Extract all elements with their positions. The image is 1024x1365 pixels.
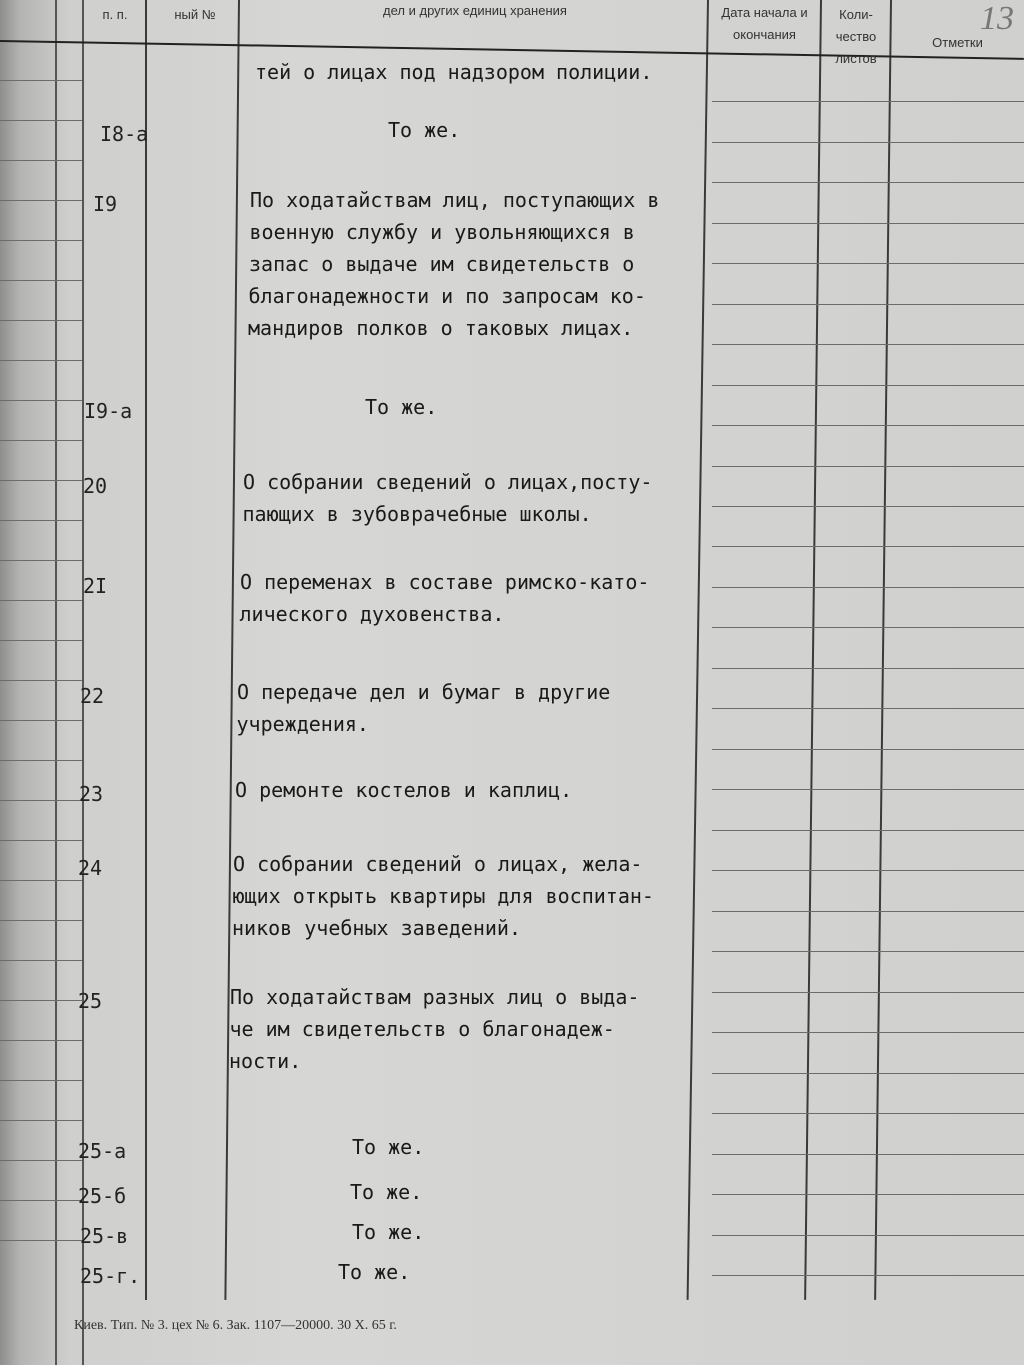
entry-number: 24 [78,856,103,880]
ruled-line [712,749,1024,750]
entry-title-line: учреждения. [236,712,369,736]
entry-number: 25 [78,989,103,1013]
entry-title-line: О собрании сведений о лицах, жела- [233,852,643,876]
ruled-line [0,480,82,481]
entry-title-line: военную службу и увольняющихся в [249,220,635,244]
ruled-line [712,142,1024,143]
ruled-line [712,1113,1024,1114]
ruled-line [712,1235,1024,1236]
ruled-line [0,80,82,81]
ruled-line [0,200,82,201]
ruled-line [0,640,82,641]
entry-title-line: благонадежности и по запросам ко- [248,284,646,308]
ruled-line [712,506,1024,507]
ruled-line [712,870,1024,871]
entry-title-line: То же. [388,118,461,142]
ruled-line [712,182,1024,183]
ruled-line [0,280,82,281]
entry-title-line: лического духовенства. [239,602,505,626]
entry-number: 25-б [78,1184,127,1208]
ruled-line [712,830,1024,831]
header-count: Коли- чество листов [835,7,877,66]
entry-title-line: То же. [352,1220,425,1244]
ruled-line [712,911,1024,912]
ruled-line [0,400,82,401]
entry-title-line: О передаче дел и бумаг в другие [237,680,611,704]
entry-number: 25-г. [80,1264,141,1288]
column-divider [804,0,821,1300]
ruled-line [712,668,1024,669]
entry-number: 23 [79,782,104,806]
entry-title-line: По ходатайствам разных лиц о выда- [230,985,640,1009]
header-title: дел и других единиц хранения [383,3,567,18]
ruled-line [0,920,82,921]
entry-title-line: О переменах в составе римско-като- [240,570,650,594]
column-divider [874,0,891,1300]
entry-number: I9 [93,192,118,216]
ruled-line [0,1000,82,1001]
ruled-line [712,1032,1024,1033]
ruled-line [712,789,1024,790]
ruled-line [712,223,1024,224]
ruled-line [0,880,82,881]
column-divider [687,0,709,1300]
ruled-line [0,720,82,721]
entry-title-line: То же. [352,1135,425,1159]
ruled-line [0,800,82,801]
entry-title-line: О ремонте костелов и каплиц. [235,778,573,802]
ruled-line [0,520,82,521]
ruled-line [0,440,82,441]
entry-title-line: ющих открыть квартиры для воспитан- [232,884,654,908]
ruled-line [712,1073,1024,1074]
entry-title-line: ников учебных заведений. [232,916,521,940]
entry-title-line: тей о лицах под надзором полиции. [255,60,653,84]
entry-number: 20 [83,474,108,498]
ruled-line [712,708,1024,709]
ruled-line [0,240,82,241]
header-notes: Отметки [932,35,983,50]
ruled-line [0,560,82,561]
column-divider [145,0,147,1300]
entry-number: 22 [80,684,105,708]
ruled-line [712,304,1024,305]
entry-title-line: запас о выдаче им свидетельств о [249,252,635,276]
ruled-line [0,840,82,841]
ruled-line [712,425,1024,426]
entry-title-line: мандиров полков о таковых лицах. [248,316,634,340]
ruled-line [0,600,82,601]
ruled-line [712,1154,1024,1155]
entry-number: 25-а [78,1139,127,1163]
ruled-line [0,680,82,681]
ruled-line [0,760,82,761]
ruled-line [0,1240,82,1241]
ruled-line [0,360,82,361]
entry-title-line: То же. [338,1260,411,1284]
header-dates: Дата начала и окончания [721,5,808,42]
ruled-line [0,1160,82,1161]
ruled-line [712,1275,1024,1276]
ruled-line [712,101,1024,102]
ruled-line [712,951,1024,952]
entry-title-line: То же. [350,1180,423,1204]
ruled-line [712,546,1024,547]
entry-title-line: О собрании сведений о лицах,посту- [243,470,653,494]
ruled-line [0,1040,82,1041]
ruled-line [712,627,1024,628]
entry-title-line: пающих в зубоврачебные школы. [242,502,592,526]
ruled-line [0,1080,82,1081]
page-number-handwritten: 13 [980,0,1014,37]
entry-title-line: ности. [229,1049,302,1073]
header-index: ный № [174,7,216,22]
ruled-line [712,992,1024,993]
entry-title-line: По ходатайствам лиц, поступающих в [250,188,660,212]
ruled-line [0,120,82,121]
entry-title-line: То же. [365,395,438,419]
entry-number: 2I [83,574,108,598]
ruled-line [712,466,1024,467]
ruled-line [0,320,82,321]
column-divider [224,0,239,1300]
entry-number: 25-в [80,1224,129,1248]
entry-number: I9-а [84,399,133,423]
entry-number: I8-а [100,122,149,146]
ruled-line [712,587,1024,588]
ruled-line [712,263,1024,264]
ruled-line [712,1194,1024,1195]
entry-title-line: че им свидетельств о благонадеж- [229,1017,615,1041]
ruled-line [0,1120,82,1121]
ruled-line [712,385,1024,386]
printer-imprint: Киев. Тип. № 3. цех № 6. Зак. 1107—20000. 30 Х. 65 г. [74,1318,397,1333]
ruled-line [0,160,82,161]
ruled-line [0,1200,82,1201]
ruled-line [712,344,1024,345]
ruled-line [0,960,82,961]
header-num: п. п. [102,7,128,22]
